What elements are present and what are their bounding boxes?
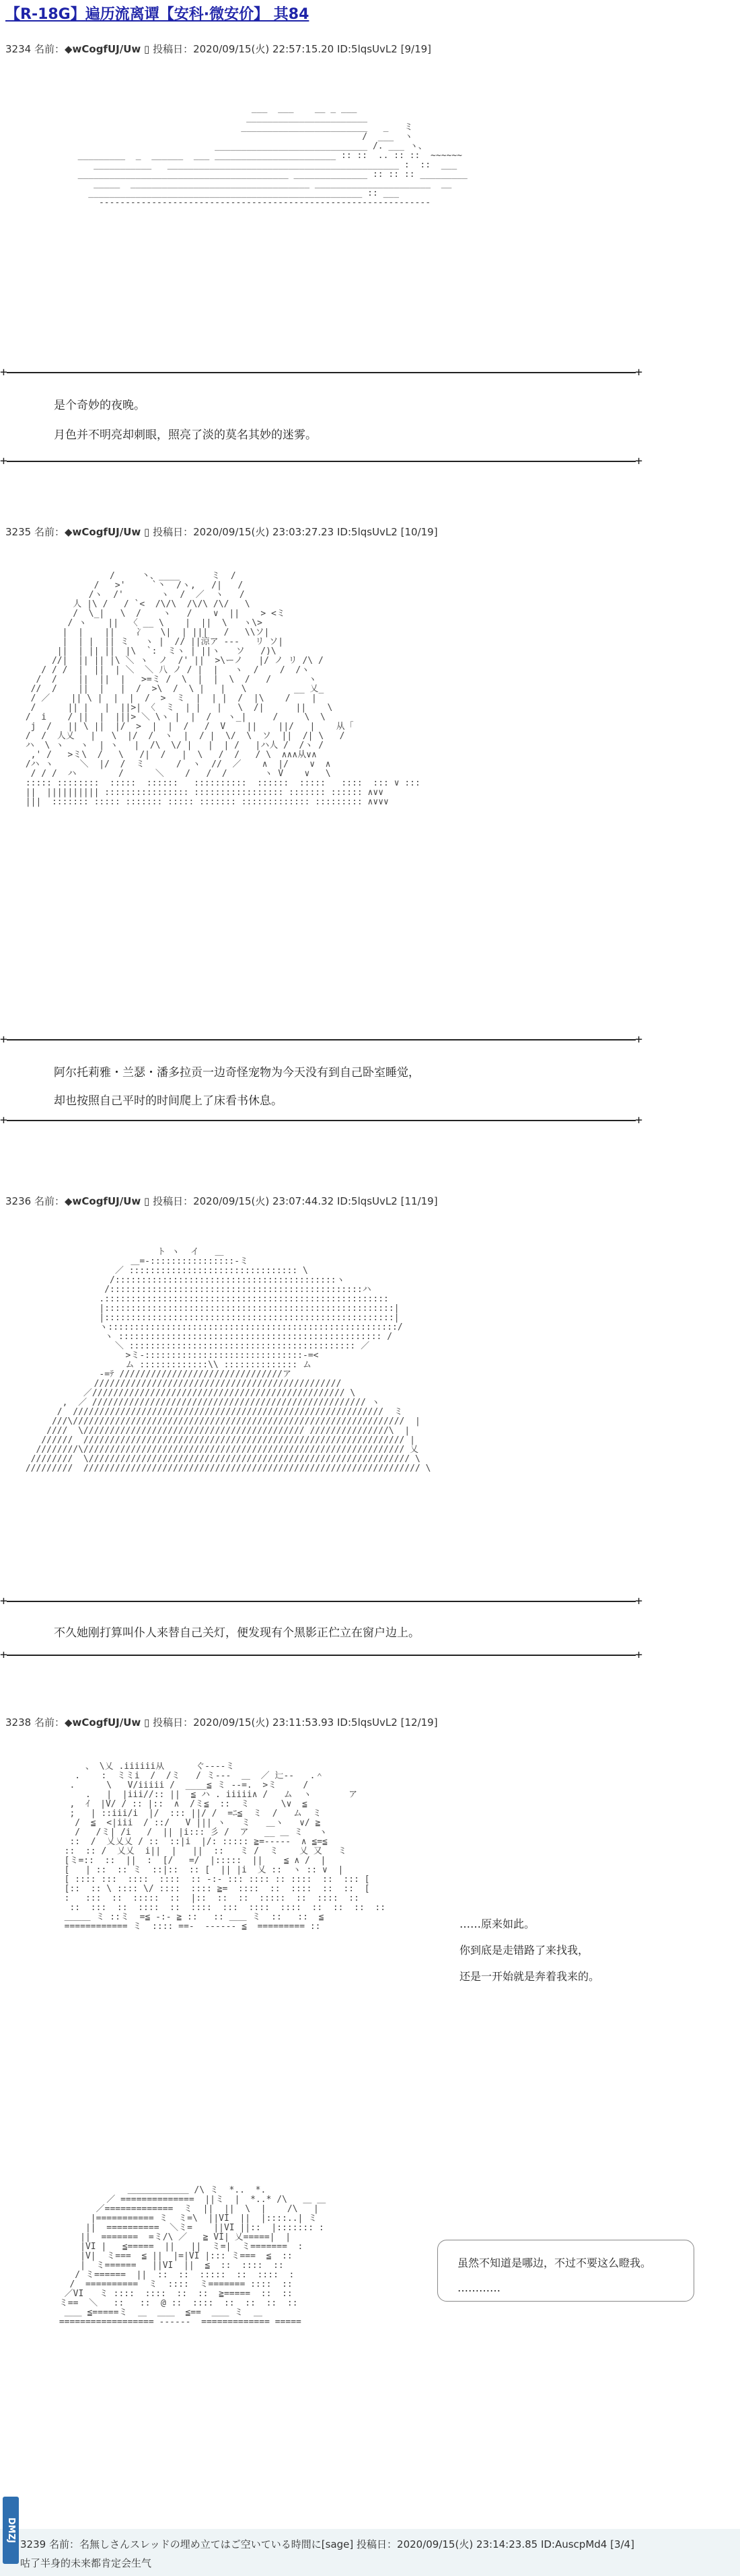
next-post-text: 咕了半身的未来都肯定会生气 [20, 2557, 152, 2569]
post-divider [7, 372, 636, 373]
post-id[interactable]: ID:5lqsUvL2 [337, 526, 398, 538]
post-divider [7, 1120, 636, 1121]
name-label: 名前： [34, 1195, 65, 1207]
name-label: 名前： [34, 1716, 65, 1729]
narration-line: 却也按照自己平时的时间爬上了床看书休息。 [54, 1094, 283, 1108]
post-date: 投稿日：2020/09/15(火) 23:03:27.23 [153, 526, 334, 538]
post-divider [7, 1601, 636, 1602]
narration-line: 不久她刚打算叫仆人来替自己关灯，便发现有个黑影正伫立在窗户边上。 [54, 1626, 420, 1640]
ascii-art-silhouette: ト ヽ イ ＿ ＿=-::::::::::::::::-ミ ／ :::::::::::::::::::::::::::::::: \ /::::::::::::::::::::::::::::::::::::::::::ヽ /::::::::::::::::::::::::::::::::::::::::::::::::ハ .:::::::::::::::::::::::::::::::::::::::::::::::::::::: |:::::::::::::::::::::::::::::::::::::::::::::::::::::::| |:::::::::::::::::::::::::::::::::::::::::::::::::::::::| ヽ:::::::::::::::::::::::::::::::::::::::::::::::::::::::/ ヽ :::::::::::::::::::::::::::::::::::::::::::::::::: / ＼ ::::::::::::::::::::::::::::::::::::::::::: ／ >ミ-::::::::::::::::::::::::::::::-=< ム :::::::::::::\\ :::::::::::::: ム -=ﾃ ///////////////////////////////ア /////////////////////////////////////////////// ／//////////////////////////////////////////////// \ , ／ //////////////////////////////////////////////////// ヽ / /////////////////////////////////////////////////////////// ミ ///\/////////////////////////////////////////////////////////////// | //// \////////////////////////////////////////// ///////////////\ | ////// ///////////////////////////////////////////////////////////// | ////////\///////////////////////////////////////////////////////////// 乂 //////// \///////////////////////////////////////////////////////////// \ ///////// //////////////////////////////////////////////////////////////// \ [25, 1248, 431, 1474]
post-divider [7, 461, 636, 462]
post-count: [12/19] [400, 1716, 438, 1729]
post-header [5, 1715, 438, 1729]
poster-name[interactable]: ◆wCogfUJ/Uw [64, 526, 141, 538]
narration-line: 月色并不明亮却刺眼，照亮了淡的莫名其妙的迷雾。 [54, 428, 317, 442]
post-number: 3238 [5, 1716, 32, 1729]
post-count: [9/19] [400, 43, 432, 55]
thread-title[interactable]: 【R-18G】遍历流离谭【安科·微安价】 其84 [5, 6, 309, 23]
ascii-art-figure-2: ＿＿＿＿＿＿＿ /\ ミ *.. *. ／ ============== ||ミ | *..* /\ ＿ ＿ ／============= ミ || || \ | /\ | |=========== ミ ミ=\ ||VI || |::::..| ミ || ========== ＼ミ= ||VI ||:: |::::::: : || ======= =ミ/\ ／ ≧ VI| 乂=====| | |VI | ≦===== || || ミ=| ミ======= : |V| ミ=== ≦ || |=|VI |::: ミ=== ≦ :: | ミ====== ||VI || ≦ :: :::: :: / ミ====== || :: :: ::::: :: :::: : / ========== ミ :::: ミ======= :::: :: ／VI ミ :::: :::: :: :: ≧===== :: :: ミ== ＼ :: :: @ :: :::: :: :: :: :: ＿＿ ≦=====ミ ＿ ＿＿ ≦== ＿＿ ミ ＿ ================== ------ ============= ===== [59, 2186, 326, 2327]
post-header [5, 525, 438, 539]
narration-line: 是个奇妙的夜晚。 [54, 399, 145, 412]
name-label: 名前： [34, 526, 65, 538]
post-count: [10/19] [400, 526, 438, 538]
post-count: [11/19] [400, 1195, 438, 1207]
dialogue-line: 你到底是走错路了来找我， [459, 1944, 589, 1957]
post-id[interactable]: ID:5lqsUvL2 [337, 43, 398, 55]
trip-mark: ▯ [144, 1195, 150, 1207]
post-number: 3235 [5, 526, 32, 538]
post-header [5, 1194, 438, 1208]
post-header [5, 42, 431, 56]
ascii-art-character-portrait: / 丶、____ ミ / / >' `丶 /ヽ, /| / /ヽ /' ヽ / ／ ヽ / 人 |\ / / `< /\/\ /\/\ /\/ \ / \_| \ / ヽ / ∨ || > <ミ / ヽ || 〈 __ \ | || \ ヽ\> | | || 冫 \| | ||| / \\ソ| | | | || ミ ヽ | // ||涼ア --- リ ソ| || | || || |\ `: ミヽ | ||ヽ ソ /)\ //| || || |\ ＼ ヽ ノ /' || >\ーノ |/ ノ リ /\ / / / / | || | ＼ ＼ 八 ノ / | | ヽ / / /ヽ / / || || | >=ミ / \ | | \ / / ヽ // / || | | / >\ / \ | | \ __ 乂_ / ／ || \ | | | / > ミ | | | / |\ / | / || | | ||>| 〈 ミ | | | \ /| || \ / i / || | |||> ＼ \ヽ | | / ヽ_| / \ \ j / || \ || |/ > | | / / V || ||/ | 从「 / / 人乂 | \ |/ / ヽ | / | \/ \ ソ || /| \ / ハ \ ヽ ヽ | ヽ | /\ \/ | | | / |ハ人 / /ヽ / ,' / >ミ\ / \ /| / | \ / / / \ ∧∧∧从∨∧ /ハ ヽ ＼ |/ / ミ / ヽ // ／ ∧ |/ ∨ ∧ / / / ハ / ＼ / / / ヽ V ∨ \ ::::: :::::::: ::::: :::::: :::::::::: :::::: ::::: :::: ::: ∨ ::: || |||||||||| :::::::::::::::: ::::::::::::::::: ::::::: :::::: ∧∨∨ ||| ::::::: ::::: ::::::: ::::: ::::::: ::::::::::::: ::::::::: ∧∨∨∨ [25, 572, 420, 807]
bubble-line: 虽然不知道是哪边，不过不要这么瞪我。 [457, 2257, 652, 2269]
post-date: 投稿日：2020/09/15(火) 22:57:15.20 [153, 43, 334, 55]
trip-mark: ▯ [144, 526, 150, 538]
post-divider [7, 1655, 636, 1656]
poster-name[interactable]: ◆wCogfUJ/Uw [64, 43, 141, 55]
post-id[interactable]: ID:5lqsUvL2 [337, 1716, 398, 1729]
next-post-header: 3239 名前：名無しさんスレッドの埋め立てはご空いている時間に[sage] 投稿日：2020/09/15(火) 23:14:23.85 ID:AuscpMd4 [3/4] [20, 2538, 634, 2550]
name-label: 名前： [34, 43, 65, 55]
post-id[interactable]: ID:5lqsUvL2 [337, 1195, 398, 1207]
ascii-art-night-sky: ___ ___ __ _ ___ _______________________ ________________________ _ ミ / ___ ヽ _____________________________ /. ___ ヽ、 _________ _ ______ ___ _______________________ :: :: .. :: :: ~~~~~~ ___________ ____________________________________________ : :: ___ ________________________________________ ______________ :: :: :: _________ _____ __________________________________ ______________________ __ ____________________________________________________ :: ___ --------------------------------------------------------------- [77, 104, 468, 208]
narration-line: 阿尔托莉雅・兰瑟・潘多拉贡一边奇怪宠物为今天没有到自己卧室睡觉， [54, 1066, 420, 1079]
post-date: 投稿日：2020/09/15(火) 23:07:44.32 [153, 1195, 334, 1207]
ascii-art-figure-1: 、 \乂 .iiiiii从 ぐ----ミ . : ミミi / /ミ / ミ--- ＿ ／ 辷-- .＾ . \ V/iiiii / ____≦ ミ --=. >ミ / . | |iii//:: || ≦ ハ . iiiii∧ / ム ヽ ア , ｲ |V/ / :: |:: ∧ /ミ≦ :: ミ \∨ ≦ ; | ::iii/i |/ ::: ||/ / =ﾆ≦ ミ / ム ミ / ≦ <|iii / ::/ V ||| ヽ ミ ＿ヽ ∨/ ≧ / /ミ| /i / || |i::: 彡 / ア __ ＿ ミ ヽ :: / 乂乂乂 / :: ::|i |/: ::::: ≧=----- ∧ ≦=≦ :: :: / 乂乂 i|| | || :: ミ / ミ 乂 又 ミ [ミ=:: :: || : [/ =/ |::::: || ≦ ∧ / | [ | :: :: ミ ::|:: :: [ || |i 乂 :: ヽ :: ∨ | [ :::: ::: :::: :::: :: -:- ::: :::: :: :::: :: ::: [ [:: :: \ :::: \/ :::: :::: ≧= :::: :: :::: :: :: [ : ::: :: ::::: :: |:: :: :: ::::: :: :::: :: :: ::: :: :::: :: :::: ::: :::: :::: :: :: :: :: ＿＿＿ ミ ::ミ =≦ -:- ≧ :: :: ＿＿ ミ :: :: ≦ ============ ミ :::: ==- ------ ≦ ========= :: [64, 1762, 386, 1932]
post-number: 3234 [5, 43, 32, 55]
dialogue-line: 还是一开始就是奔着我来的。 [459, 1970, 600, 1983]
poster-name[interactable]: ◆wCogfUJ/Uw [64, 1195, 141, 1207]
dialogue-line: ……原来如此。 [459, 1918, 535, 1930]
post-number: 3236 [5, 1195, 32, 1207]
trip-mark: ▯ [144, 43, 150, 55]
trip-mark: ▯ [144, 1716, 150, 1729]
post-divider [7, 1039, 636, 1040]
bubble-line: ………… [457, 2281, 501, 2294]
poster-name[interactable]: ◆wCogfUJ/Uw [64, 1716, 141, 1729]
site-watermark: DMZJ [3, 2497, 19, 2564]
post-date: 投稿日：2020/09/15(火) 23:11:53.93 [153, 1716, 334, 1729]
